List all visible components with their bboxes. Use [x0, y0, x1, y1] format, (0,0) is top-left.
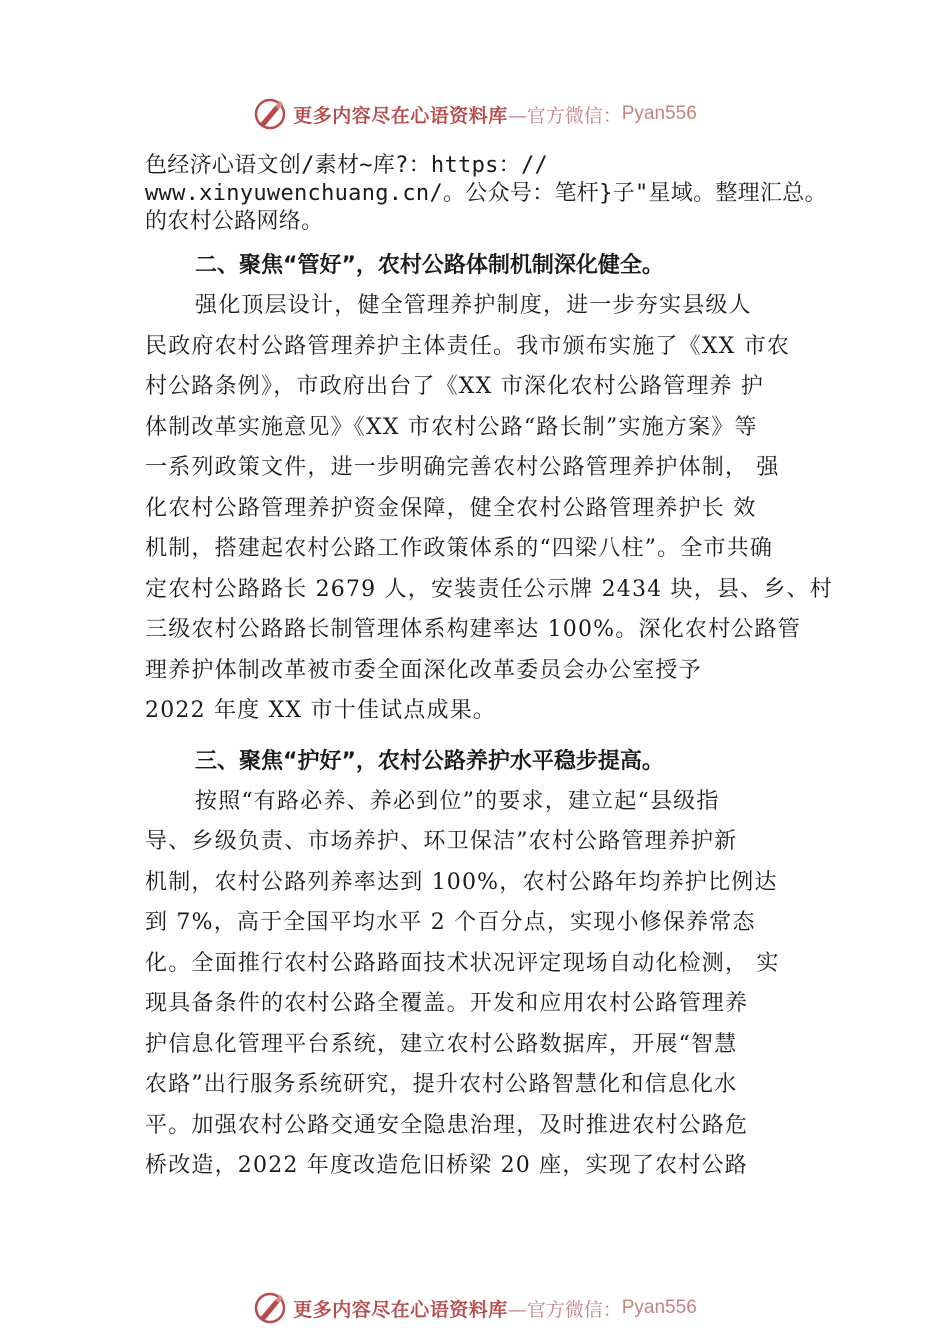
document-body	[145, 152, 845, 1187]
header-banner	[0, 94, 950, 134]
paragraph-line: 一系列政策文件，进一步明确完善农村公路管理养护体制， 强	[145, 455, 780, 480]
paragraph-line: 桥改造，2022 年度改造危旧桥梁 20 座，实现了农村公路	[145, 1153, 748, 1178]
pen-logo-icon	[253, 1291, 287, 1325]
intro-line: 色经济心语文创/素材~库?：https：//	[145, 153, 549, 178]
paragraph-line: 化。全面推行农村公路路面技术状况评定现场自动化检测， 实	[145, 950, 780, 976]
footer-banner	[0, 1288, 950, 1328]
paragraph-line: 强化顶层设计，健全管理养护制度，进一步夯实县级人	[195, 293, 752, 318]
paragraph-line: 2022 年度 XX 市十佳试点成果。	[145, 698, 497, 723]
paragraph-line: 到 7%，高于全国平均水平 2 个百分点，实现小修保养常态	[145, 910, 756, 935]
paragraph-line: 体制改革实施意见》《XX 市农村公路“路长制”实施方案》等	[145, 414, 758, 440]
intro-line: www.xinyuwenchuang.cn/。公众号：笔杆}子"星域。整理汇总。	[145, 181, 827, 206]
paragraph-line: 化农村公路管理养护资金保障，健全农村公路管理养护长 效	[145, 495, 757, 521]
banner-main-text: 更多内容尽在心语资料库	[293, 104, 508, 127]
paragraph-line: 导、乡级负责、市场养护、环卫保洁”农村公路管理养护新	[145, 829, 738, 854]
paragraph-line: 机制，农村公路列养率达到 100%，农村公路年均养护比例达	[145, 869, 778, 895]
banner-wechat-id: Pyan556	[621, 1297, 697, 1318]
banner-main-text: 更多内容尽在心语资料库	[293, 1298, 508, 1321]
paragraph-line: 三级农村公路路长制管理体系构建率达 100%。深化农村公路管	[145, 617, 801, 642]
paragraph-line: 定农村公路路长 2679 人，安装责任公示牌 2434 块，县、乡、村	[145, 576, 833, 602]
banner-wechat-id: Pyan556	[621, 103, 697, 124]
paragraph-line: 机制，搭建起农村公路工作政策体系的“四梁八柱”。全市共确	[145, 536, 774, 561]
banner-official-label: —官方微信：	[507, 104, 622, 127]
intro-line: 的农村公路网络。	[145, 209, 324, 234]
paragraph-line: 平。加强农村公路交通安全隐患治理，及时推进农村公路危	[145, 1112, 749, 1138]
section-heading-2: 二、聚焦“管好”，农村公路体制机制深化健全。	[195, 253, 664, 278]
paragraph-line: 按照“有路必养、养必到位”的要求，建立起“县级指	[195, 788, 720, 814]
paragraph-line: 护信息化管理平台系统，建立农村公路数据库，开展“智慧	[145, 1031, 738, 1057]
paragraph-line: 农路”出行服务系统研究，提升农村公路智慧化和信息化水	[145, 1072, 738, 1097]
paragraph-line: 民政府农村公路管理养护主体责任。我市颁布实施了《XX 市农	[145, 333, 791, 359]
banner-official-label: —官方微信：	[507, 1298, 622, 1321]
paragraph-line: 现具备条件的农村公路全覆盖。开发和应用农村公路管理养	[145, 991, 749, 1016]
section-heading-3: 三、聚焦“护好”，农村公路养护水平稳步提高。	[195, 748, 664, 774]
pen-logo-icon	[253, 97, 287, 131]
paragraph-line: 村公路条例》，市政府出台了《XX 市深化农村公路管理养 护	[145, 374, 765, 399]
paragraph-line: 理养护体制改革被市委全面深化改革委员会办公室授予	[145, 657, 702, 683]
